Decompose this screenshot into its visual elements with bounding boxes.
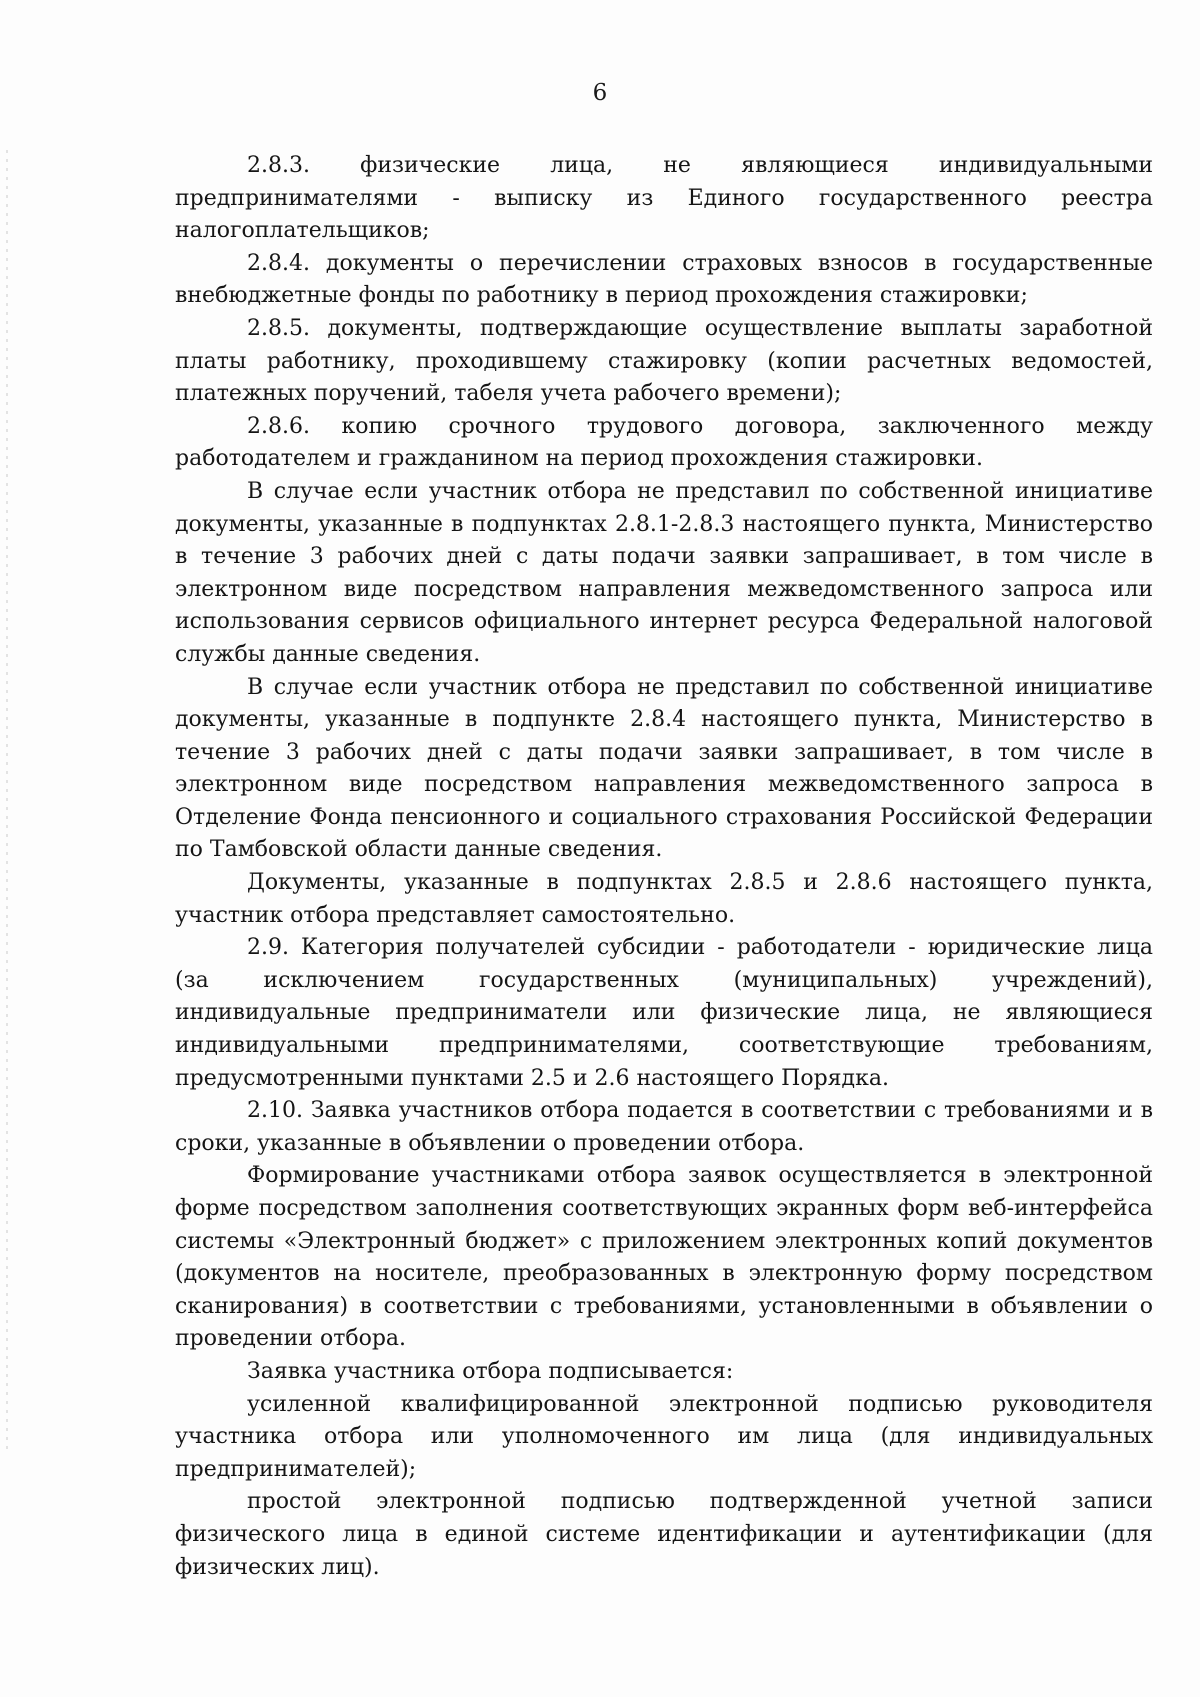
paragraph-2-8-5: 2.8.5. документы, подтверждающие осуществление выплаты заработной платы работнику, проходившему стажировку (копии расчетных ведомостей, платежных поручений, табеля учета рабочего времени);	[175, 315, 1153, 407]
paragraph-qualified-signature: усиленной квалифицированной электронной подписью руководителя участника отбора или уполномоченного им лица (для индивидуальных предпринимателей);	[175, 1391, 1153, 1482]
paragraph-2-8-3: 2.8.3. физические лица, не являющиеся индивидуальными предпринимателями - выписку из Единого государственного реестра налогоплательщиков;	[175, 153, 1153, 244]
paragraph-request-fund-info: В случае если участник отбора не представил по собственной инициативе документы, указанные в подпункте 2.8.4 настоящего пункта, Министерство в течение 3 рабочих дней с даты подачи заявки запрашивает, в том числе в электронном виде посредством направления межведомственного запроса в Отделение Фонда пенсионного и социального страхования Российской Федерации по Тамбовской области данные сведения.	[175, 674, 1153, 863]
page-number: 6	[592, 80, 608, 106]
paragraph-2-10: 2.10. Заявка участников отбора подается в соответствии с требованиями и в сроки, указанные в объявлении о проведении отбора.	[175, 1098, 1153, 1156]
paragraph-self-submitted-docs: Документы, указанные в подпунктах 2.8.5 и 2.8.6 настоящего пункта, участник отбора представляет самостоятельно.	[175, 870, 1153, 928]
paragraph-electronic-form: Формирование участниками отбора заявок осуществляется в электронной форме посредством заполнения соответствующих экранных форм веб-интерфейса системы «Электронный бюджет» с приложением электронных копий документов (документов на носителе, преобразованных в электронную форму посредством сканирования) в соответствии с требованиями, установленными в объявлении о проведении отбора.	[175, 1163, 1153, 1352]
scan-edge-artifact	[6, 150, 8, 1450]
paragraph-2-9: 2.9. Категория получателей субсидии - работодатели - юридические лица (за исключением государственных (муниципальных) учреждений), индивидуальные предприниматели или физические лица, не являющиеся индивидуальными предпринимателями, соответствующие требованиям, предусмотренными пунктами 2.5 и 2.6 настоящего Порядка.	[175, 935, 1153, 1091]
paragraph-signature-intro: Заявка участника отбора подписывается:	[247, 1358, 734, 1384]
paragraph-simple-signature: простой электронной подписью подтвержденной учетной записи физического лица в единой системе идентификации и аутентификации (для физических лиц).	[175, 1489, 1153, 1580]
paragraph-request-tax-info: В случае если участник отбора не представил по собственной инициативе документы, указанные в подпунктах 2.8.1-2.8.3 настоящего пункта, Министерство в течение 3 рабочих дней с даты подачи заявки запрашивает, в том числе в электронном виде посредством направления межведомственного запроса или использования сервисов официального интернет ресурса Федеральной налоговой службы данные сведения.	[175, 478, 1153, 667]
paragraph-2-8-6: 2.8.6. копию срочного трудового договора, заключенного между работодателем и гражданином на период прохождения стажировки.	[175, 413, 1153, 472]
document-body	[175, 150, 1153, 1584]
paragraph-2-8-4: 2.8.4. документы о перечислении страховых взносов в государственные внебюджетные фонды по работнику в период прохождения стажировки;	[175, 250, 1153, 309]
